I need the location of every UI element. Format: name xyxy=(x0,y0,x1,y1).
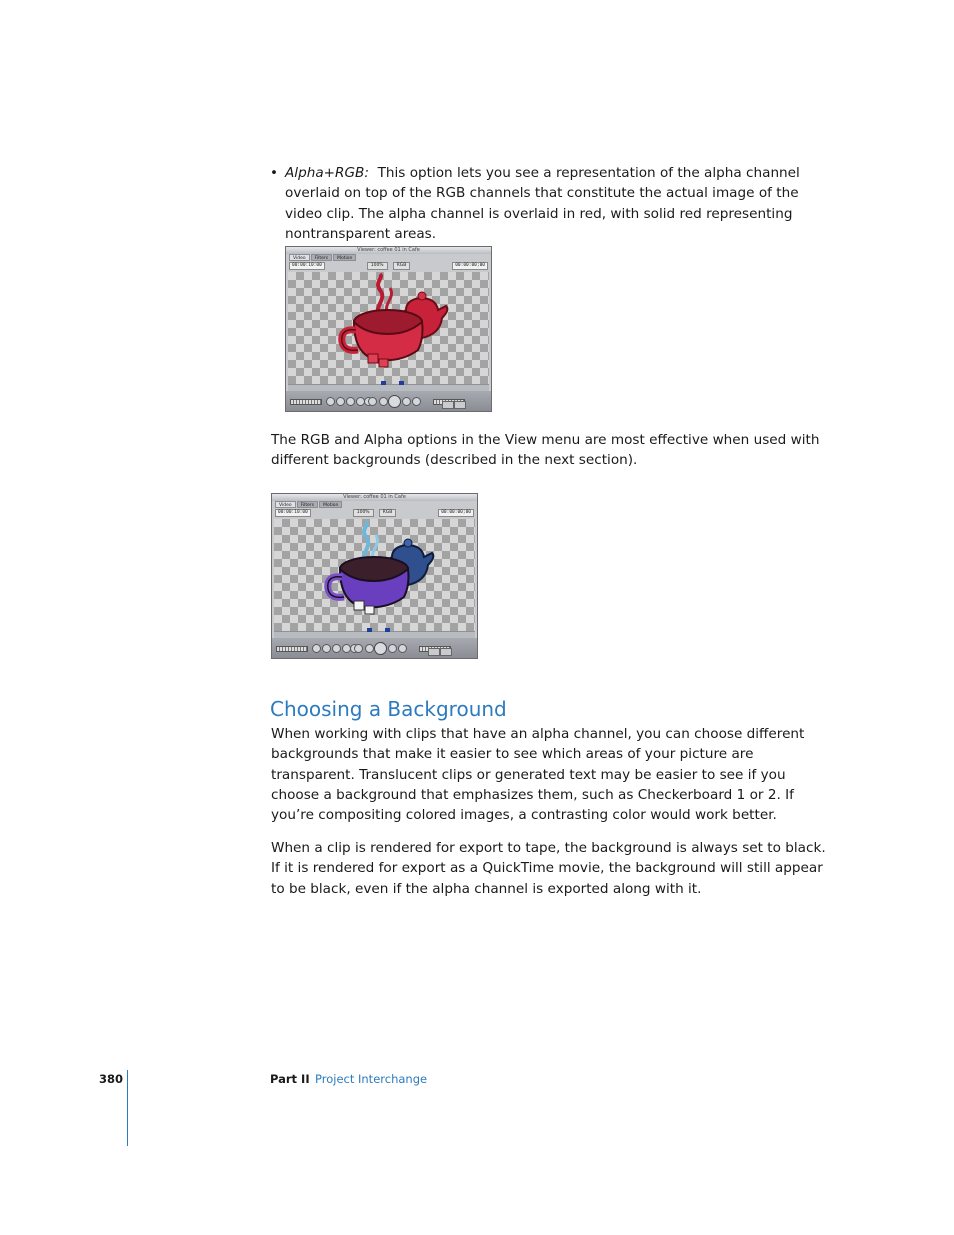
coffee-red-illustration xyxy=(288,272,489,384)
duration-timecode[interactable]: 00:00:10:00 xyxy=(289,262,325,270)
footer-divider xyxy=(127,1070,128,1146)
tab-video[interactable]: Video xyxy=(275,501,296,508)
in-point-marker[interactable] xyxy=(367,628,372,632)
overwrite-button[interactable] xyxy=(440,648,452,656)
section-title: Choosing a Background xyxy=(270,697,507,721)
playhead-scrubber[interactable] xyxy=(274,631,475,638)
viewer-tabs xyxy=(272,501,477,508)
mark-button[interactable] xyxy=(312,644,321,653)
bullet-dot: • xyxy=(270,165,279,181)
tab-motion[interactable]: Motion xyxy=(333,254,356,261)
prev-edit-button[interactable] xyxy=(336,397,345,406)
shuttle-control[interactable] xyxy=(290,399,322,405)
play-around-button[interactable] xyxy=(412,397,421,406)
current-timecode[interactable]: 00:00:00;00 xyxy=(452,262,488,270)
viewer-title: Viewer: coffee 01 in Cafe xyxy=(272,494,477,501)
checkerboard-canvas xyxy=(288,272,489,384)
insert-button[interactable] xyxy=(428,648,440,656)
tab-filters[interactable]: Filters xyxy=(311,254,333,261)
tab-video[interactable]: Video xyxy=(289,254,310,261)
current-timecode[interactable]: 00:00:00;00 xyxy=(438,509,474,517)
zoom-popup[interactable]: 100% xyxy=(367,262,388,270)
match-frame-button[interactable] xyxy=(332,644,341,653)
out-point-marker[interactable] xyxy=(399,381,404,385)
play-button[interactable] xyxy=(374,642,387,655)
shuttle-control[interactable] xyxy=(276,646,308,652)
insert-button[interactable] xyxy=(442,401,454,409)
tab-motion[interactable]: Motion xyxy=(319,501,342,508)
transport-controls xyxy=(272,638,477,658)
page-number: 380 xyxy=(99,1072,124,1086)
footer-part-label: Part II xyxy=(270,1072,310,1086)
overwrite-button[interactable] xyxy=(454,401,466,409)
mark-button[interactable] xyxy=(326,397,335,406)
tab-filters[interactable]: Filters xyxy=(297,501,319,508)
play-in-out-button[interactable] xyxy=(354,644,363,653)
paragraph-choosing-background: When working with clips that have an alpha channel, you can choose different backgrounds that make it easier to see which areas of your picture are transparent. Translucent clips or generated text may be easier to see if you choose a background that emphasizes them, such as Checkerboard 1 or 2. If you’re compositing colored images, a contrasting color would work better. xyxy=(271,726,805,824)
view-popup[interactable]: RGB xyxy=(379,509,397,517)
viewer-timecode-bar xyxy=(272,508,477,517)
transport-controls xyxy=(286,391,491,411)
bullet-alpha-rgb xyxy=(285,163,825,244)
play-button[interactable] xyxy=(388,395,401,408)
paragraph-view-menu: The RGB and Alpha options in the View menu are most effective when used with different backgrounds (described in the next section). xyxy=(271,432,820,469)
viewer-tabs xyxy=(286,254,491,261)
viewer-screenshot-alpha-rgb xyxy=(285,246,492,412)
duration-timecode[interactable]: 00:00:10:00 xyxy=(275,509,311,517)
viewer-timecode-bar xyxy=(286,261,491,270)
previous-frame-button[interactable] xyxy=(379,397,388,406)
viewer-screenshot-rgb xyxy=(271,493,478,659)
coffee-color-illustration xyxy=(274,519,475,631)
next-frame-button[interactable] xyxy=(402,397,411,406)
checkerboard-canvas xyxy=(274,519,475,631)
playhead-scrubber[interactable] xyxy=(288,384,489,391)
prev-edit-button[interactable] xyxy=(322,644,331,653)
bullet-term: Alpha+RGB: xyxy=(285,165,369,181)
play-in-out-button[interactable] xyxy=(368,397,377,406)
footer-chapter-link[interactable]: Project Interchange xyxy=(315,1072,428,1086)
play-around-button[interactable] xyxy=(398,644,407,653)
paragraph-export-background: When a clip is rendered for export to tape, the background is always set to black. If it is rendered for export as a QuickTime movie, the background will still appear to be black, even if the alpha channel is exported along with it. xyxy=(271,840,826,897)
viewer-title: Viewer: coffee 01 in Cafe xyxy=(286,247,491,254)
zoom-popup[interactable]: 100% xyxy=(353,509,374,517)
view-popup[interactable]: RGB xyxy=(393,262,411,270)
bullet-description: This option lets you see a representation of the alpha channel overlaid on top of the RGB channels that constitute the actual image of the video clip. The alpha channel is overlaid in red, with solid red representing nontransparent areas. xyxy=(285,165,800,242)
next-frame-button[interactable] xyxy=(388,644,397,653)
match-frame-button[interactable] xyxy=(346,397,355,406)
in-point-marker[interactable] xyxy=(381,381,386,385)
out-point-marker[interactable] xyxy=(385,628,390,632)
previous-frame-button[interactable] xyxy=(365,644,374,653)
